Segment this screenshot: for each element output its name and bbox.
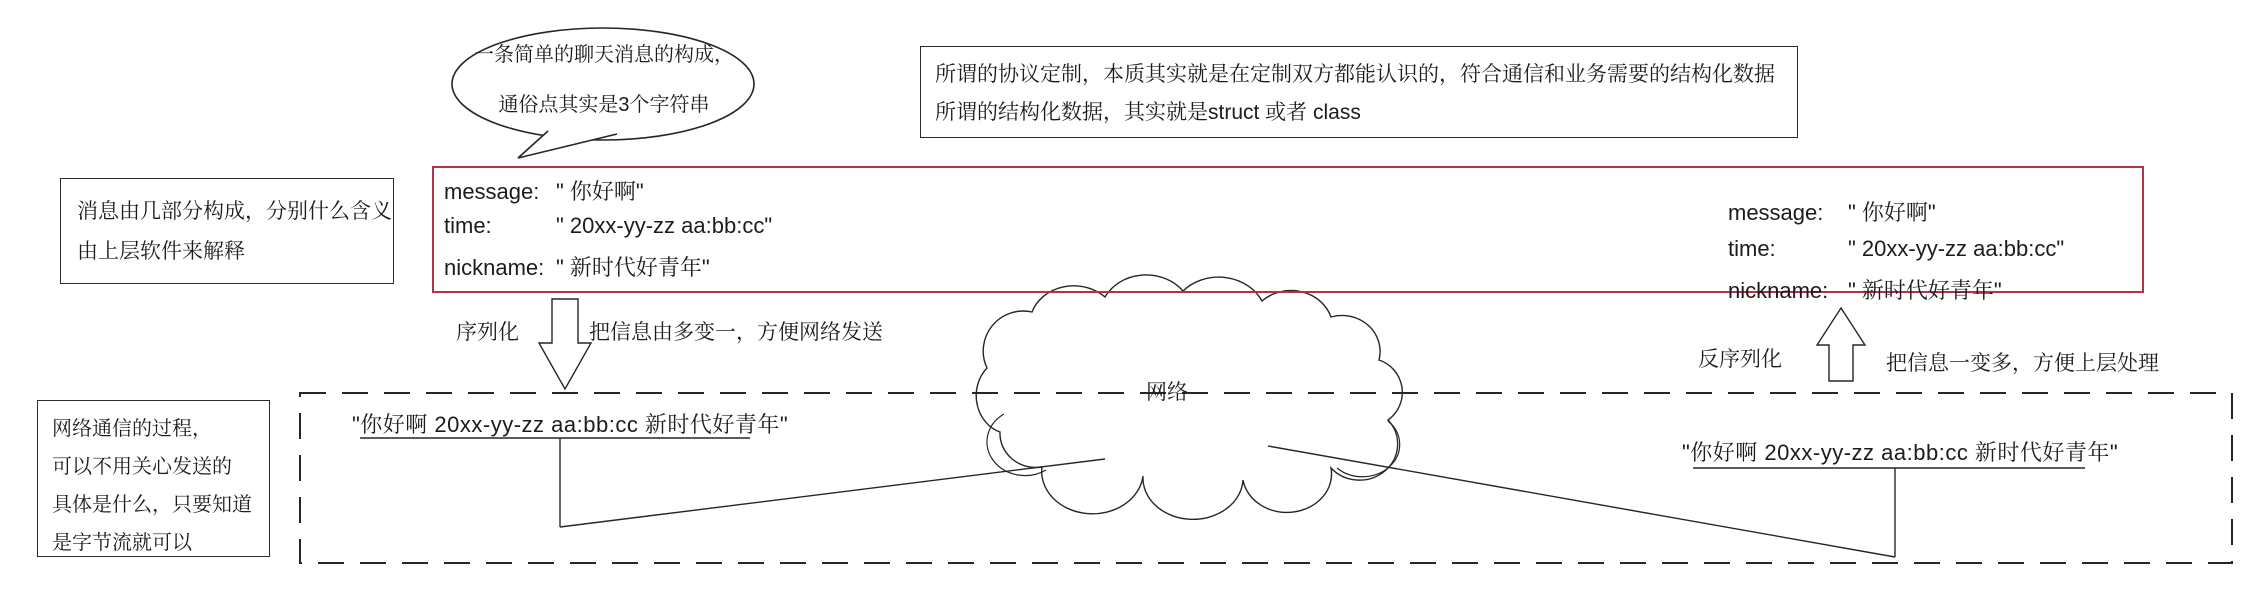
protocol-note-line2: 所谓的结构化数据，其实就是struct 或者 class bbox=[935, 101, 1361, 124]
sender-field-nickname bbox=[444, 251, 710, 279]
sender-field-message bbox=[444, 175, 644, 203]
cloud-inner-arc-left bbox=[987, 414, 1046, 476]
bytestream-note-box bbox=[37, 400, 270, 557]
field-label: nickname: bbox=[1728, 278, 1829, 303]
meaning-note-line1: 消息由几部分构成，分别什么含义 bbox=[77, 200, 392, 223]
field-value: " 新时代好青年" bbox=[1848, 278, 2002, 303]
cloud-inner-arc-right bbox=[1337, 421, 1400, 477]
sender-serialized-stream: "你好啊 20xx-yy-zz aa:bb:cc 新时代好青年" bbox=[352, 412, 789, 437]
field-value: " 20xx-yy-zz aa:bb:cc" bbox=[1848, 236, 2065, 261]
receiver-serialized-stream: "你好啊 20xx-yy-zz aa:bb:cc 新时代好青年" bbox=[1682, 440, 2119, 465]
speech-bubble-line2: 通俗点其实是3个字符串 bbox=[498, 94, 710, 116]
serialize-down-arrow bbox=[539, 299, 591, 389]
field-value: " 你好啊" bbox=[1848, 200, 1936, 225]
receiver-field-time bbox=[1728, 236, 2064, 264]
bytestream-note-line3: 具体是什么，只要知道 bbox=[52, 494, 252, 516]
protocol-note-line1: 所谓的协议定制，本质其实就是在定制双方都能认识的，符合通信和业务需要的结构化数据 bbox=[935, 63, 1775, 86]
serialize-desc: 把信息由多变一，方便网络发送 bbox=[589, 321, 883, 344]
deserialize-desc: 把信息一变多，方便上层处理 bbox=[1886, 352, 2159, 375]
bytestream-note-line4: 是字节流就可以 bbox=[52, 532, 192, 554]
protocol-note-box bbox=[920, 46, 1798, 138]
meaning-note-line2: 由上层软件来解释 bbox=[77, 240, 245, 263]
field-label: message: bbox=[1728, 200, 1824, 225]
network-cloud bbox=[976, 275, 1402, 519]
meaning-note-box bbox=[60, 178, 394, 284]
network-cloud-label: 网络 bbox=[1146, 381, 1188, 404]
field-value: " 20xx-yy-zz aa:bb:cc" bbox=[556, 213, 773, 238]
receiver-field-message bbox=[1728, 196, 1936, 224]
field-value: " 你好啊" bbox=[556, 179, 644, 204]
sender-to-cloud-line bbox=[560, 459, 1105, 527]
deserialize-label: 反序列化 bbox=[1698, 348, 1782, 371]
field-label: time: bbox=[444, 213, 492, 238]
speech-bubble bbox=[460, 30, 748, 130]
bytestream-note-line1: 网络通信的过程， bbox=[52, 418, 212, 440]
field-label: nickname: bbox=[444, 255, 545, 280]
receiver-field-nickname bbox=[1728, 274, 2002, 302]
field-label: time: bbox=[1728, 236, 1776, 261]
sender-field-time bbox=[444, 213, 772, 241]
deserialize-up-arrow bbox=[1817, 308, 1865, 381]
field-label: message: bbox=[444, 179, 540, 204]
field-value: " 新时代好青年" bbox=[556, 255, 710, 280]
speech-bubble-line1: 一条简单的聊天消息的构成， bbox=[474, 44, 734, 66]
bytestream-note-line2: 可以不用关心发送的 bbox=[52, 456, 232, 478]
serialize-label: 序列化 bbox=[456, 321, 519, 344]
